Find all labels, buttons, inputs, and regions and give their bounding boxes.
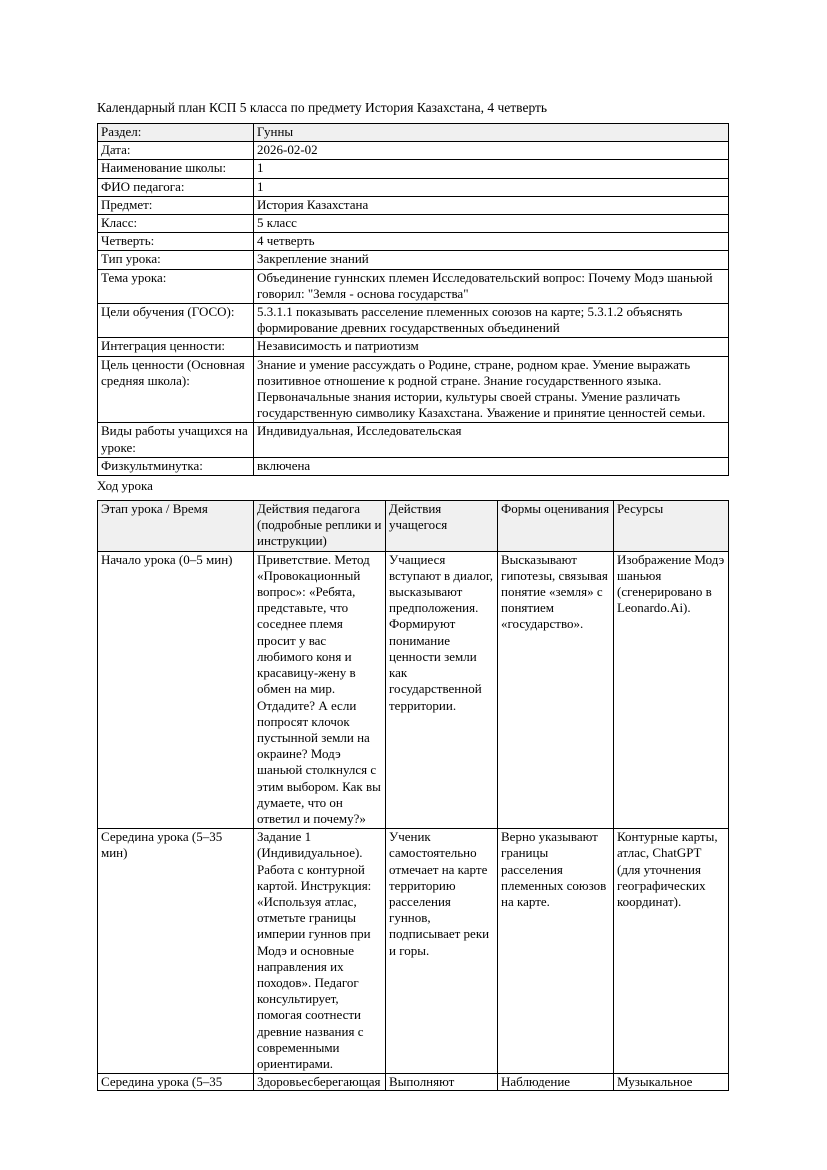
info-value-cell: 2026-02-02: [254, 142, 729, 160]
info-value-cell: 5 класс: [254, 215, 729, 233]
info-row: [98, 304, 729, 338]
resources-cell: Изображение Модэ шаньюя (сгенерировано в Leonardo.Ai).: [614, 551, 729, 828]
info-label-cell: Четверть:: [98, 233, 254, 251]
stage-cell: Середина урока (5–35: [98, 1074, 254, 1091]
lesson-header-row: [98, 501, 729, 552]
student-actions-cell: Выполняют: [386, 1074, 498, 1091]
student-actions-cell: Ученик самостоятельно отмечает на карте территорию расселения гуннов, подписывает реки и горы.: [386, 829, 498, 1074]
header-cell-stage: Этап урока / Время: [98, 501, 254, 552]
lesson-row-clipped: [98, 1074, 729, 1091]
info-label-cell: Интеграция ценности:: [98, 338, 254, 356]
info-value-cell: Знание и умение рассуждать о Родине, стране, родном крае. Умение выражать позитивное отношение к родной стране. Знание государственного языка. Первоначальные знания истории, культуры своей страны. Умение различать государственную символику Казахстана. Уважение и принятие ценностей семьи.: [254, 356, 729, 423]
info-value-cell: Объединение гуннских племен Исследовательский вопрос: Почему Модэ шаньюй говорил: "Земля - основа государства": [254, 269, 729, 303]
info-label-cell: Физкультминутка:: [98, 457, 254, 475]
header-cell-resources: Ресурсы: [614, 501, 729, 552]
student-actions-cell: Учащиеся вступают в диалог, высказывают предположения. Формируют понимание ценности земли как государственной территории.: [386, 551, 498, 828]
info-label-cell: Тема урока:: [98, 269, 254, 303]
info-row: [98, 338, 729, 356]
info-value-cell: 1: [254, 178, 729, 196]
stage-cell: Начало урока (0–5 мин): [98, 551, 254, 828]
lesson-row: [98, 829, 729, 1074]
teacher-actions-cell: Приветствие. Метод «Провокационный вопрос»: «Ребята, представьте, что соседнее племя просит у вас любимого коня и красавицу-жену в обмен на мир. Отдадите? А если попросят клочок пустынной земли на окраине? Модэ шаньюй столкнулся с этим выбором. Как вы думаете, что он ответил и почему?»: [254, 551, 386, 828]
info-label-cell: Дата:: [98, 142, 254, 160]
info-label-cell: ФИО педагога:: [98, 178, 254, 196]
info-row: [98, 196, 729, 214]
info-row: [98, 251, 729, 269]
info-label-cell: Раздел:: [98, 124, 254, 142]
assessment-cell: Верно указывают границы расселения племенных союзов на карте.: [498, 829, 614, 1074]
resources-cell: Музыкальное: [614, 1074, 729, 1091]
header-cell-teacher: Действия педагога (подробные реплики и инструкции): [254, 501, 386, 552]
lesson-row: [98, 551, 729, 828]
teacher-actions-cell: Задание 1 (Индивидуальное). Работа с контурной картой. Инструкция: «Используя атлас, отметьте границы империи гуннов при Модэ и основные направления их походов». Педагог консультирует, помогая соотнести древние названия с современными ориентирами.: [254, 829, 386, 1074]
info-label-cell: Виды работы учащихся на уроке:: [98, 423, 254, 457]
info-row: [98, 233, 729, 251]
assessment-cell: Наблюдение: [498, 1074, 614, 1091]
info-value-cell: Индивидуальная, Исследовательская: [254, 423, 729, 457]
stage-cell: Середина урока (5–35 мин): [98, 829, 254, 1074]
info-value-cell: включена: [254, 457, 729, 475]
info-label-cell: Тип урока:: [98, 251, 254, 269]
document-title: Календарный план КСП 5 класса по предмету История Казахстана, 4 четверть: [97, 100, 548, 115]
header-cell-assessment: Формы оценивания: [498, 501, 614, 552]
info-value-cell: 1: [254, 160, 729, 178]
info-value-cell: Гунны: [254, 124, 729, 142]
lesson-flow-table: [97, 500, 729, 1091]
info-row: [98, 457, 729, 475]
info-value-cell: 4 четверть: [254, 233, 729, 251]
info-row: [98, 423, 729, 457]
info-row: [98, 178, 729, 196]
info-row: [98, 269, 729, 303]
lesson-flow-label: Ход урока: [97, 478, 153, 494]
resources-cell: Контурные карты, атлас, ChatGPT (для уточнения географических координат).: [614, 829, 729, 1074]
info-label-cell: Цель ценности (Основная средняя школа):: [98, 356, 254, 423]
info-value-cell: 5.3.1.1 показывать расселение племенных союзов на карте; 5.3.1.2 объяснять формирование древних государственных объединений: [254, 304, 729, 338]
lesson-info-table: [97, 123, 729, 476]
document-page: [97, 100, 728, 1091]
info-label-cell: Класс:: [98, 215, 254, 233]
info-row: [98, 142, 729, 160]
info-value-cell: История Казахстана: [254, 196, 729, 214]
info-label-cell: Цели обучения (ГОСО):: [98, 304, 254, 338]
info-value-cell: Независимость и патриотизм: [254, 338, 729, 356]
info-label-cell: Предмет:: [98, 196, 254, 214]
teacher-actions-cell: Здоровьесберегающая: [254, 1074, 386, 1091]
assessment-cell: Высказывают гипотезы, связывая понятие «земля» с понятием «государство».: [498, 551, 614, 828]
info-row: [98, 215, 729, 233]
info-row: [98, 124, 729, 142]
info-row: [98, 160, 729, 178]
header-cell-student: Действия учащегося: [386, 501, 498, 552]
info-label-cell: Наименование школы:: [98, 160, 254, 178]
info-row: [98, 356, 729, 423]
info-value-cell: Закрепление знаний: [254, 251, 729, 269]
